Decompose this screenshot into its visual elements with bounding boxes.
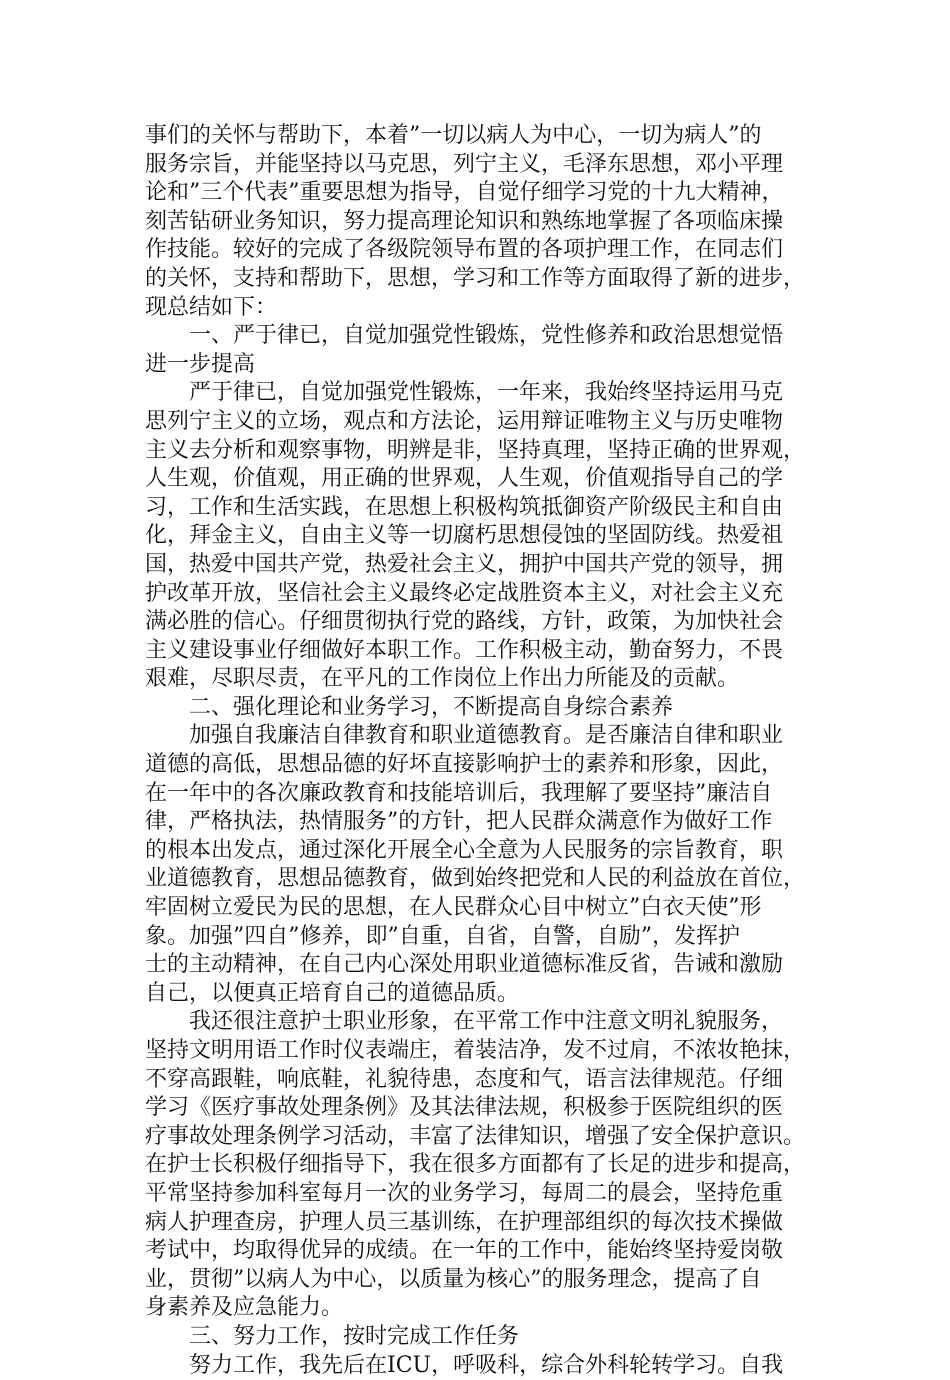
text-line: 艰难，尽职尽责，在平凡的工作岗位上作出力所能及的贡献。 — [145, 666, 740, 692]
text-line: 坚持文明用语工作时仪表端庄，着装洁净，发不过肩，不浓妆艳抹， — [145, 1038, 806, 1063]
text-line: 作技能。较好的完成了各级院领导布置的各项护理工作，在同志们 — [145, 237, 784, 263]
text-line: 主义建设事业仔细做好本职工作。工作积极主动，勤奋努力，不畏 — [145, 637, 784, 663]
text-line: 平常坚持参加科室每月一次的业务学习，每周二的晨会，坚持危重 — [145, 1180, 784, 1206]
text-line: 努力工作，我先后在ICU，呼吸科，综合外科轮转学习。自我 — [189, 1352, 784, 1378]
text-line: 化，拜金主义，自由主义等一切腐朽思想侵蚀的坚固防线。热爱祖 — [145, 523, 784, 549]
text-line: 三、努力工作，按时完成工作任务 — [189, 1323, 520, 1349]
text-line: 国，热爱中国共产党，热爱社会主义，拥护中国共产党的领导，拥 — [145, 551, 784, 577]
text-line: 的关怀，支持和帮助下，思想，学习和工作等方面取得了新的进步， — [145, 265, 806, 291]
text-line: 牢固树立爱民为民的思想，在人民群众心目中树立”白衣天使”形 — [145, 895, 762, 921]
text-line: 律，严格执法，热情服务”的方针，把人民群众满意作为做好工作 — [145, 809, 773, 835]
text-line: 一、严于律已，自觉加强党性锻炼，党性修养和政治思想觉悟 — [189, 323, 784, 349]
text-line: 病人护理查房，护理人员三基训练，在护理部组织的每次技术操做 — [145, 1209, 784, 1235]
text-line: 人生观，价值观，用正确的世界观，人生观，价值观指导自己的学 — [145, 466, 784, 492]
text-line: 习，工作和生活实践，在思想上积极构筑抵御资产阶级民主和自由 — [145, 494, 784, 520]
text-line: 现总结如下： — [145, 294, 278, 320]
text-line: 严于律已，自觉加强党性锻炼，一年来，我始终坚持运用马克 — [189, 380, 784, 406]
text-line: 在一年中的各次廉政教育和技能培训后，我理解了要坚持”廉洁自 — [145, 780, 773, 806]
text-line: 自己，以便真正培育自己的道德品质。 — [145, 980, 520, 1006]
text-line: 服务宗旨，并能坚持以马克思，列宁主义，毛泽东思想，邓小平理 — [145, 151, 784, 177]
text-line: 身素养及应急能力。 — [145, 1295, 344, 1321]
text-line: 护改革开放，坚信社会主义最终必定战胜资本主义，对社会主义充 — [145, 580, 784, 606]
text-line: 刻苦钻研业务知识，努力提高理论知识和熟练地掌握了各项临床操 — [145, 208, 784, 234]
text-line: 道德的高低，思想品德的好坏直接影响护士的素养和形象，因此， — [145, 752, 784, 778]
text-line: 士的主动精神，在自己内心深处用职业道德标准反省，告诫和激励 — [145, 952, 784, 978]
text-line: 业，贯彻”以病人为中心，以质量为核心”的服务理念，提高了自 — [145, 1266, 762, 1292]
text-line: 事们的关怀与帮助下，本着”一切以病人为中心，一切为病人”的 — [145, 123, 762, 148]
text-line: 主义去分析和观察事物，明辨是非，坚持真理，坚持正确的世界观， — [145, 437, 806, 463]
text-line: 进一步提高 — [145, 351, 256, 377]
text-line: 加强自我廉洁自律教育和职业道德教育。是否廉洁自律和职业 — [189, 723, 784, 749]
text-line: 业道德教育，思想品德教育，做到始终把党和人民的利益放在首位， — [145, 866, 806, 892]
text-line: 疗事故处理条例学习活动，丰富了法律知识，增强了安全保护意识。 — [145, 1123, 806, 1149]
text-line: 在护士长积极仔细指导下，我在很多方面都有了长足的进步和提高， — [145, 1152, 806, 1178]
text-line: 象。加强”四自”修养，即”自重，自省，自警，自励”，发挥护 — [145, 923, 740, 949]
text-line: 考试中，均取得优异的成绩。在一年的工作中，能始终坚持爱岗敬 — [145, 1238, 784, 1264]
text-line: 学习《医疗事故处理条例》及其法律法规，积极参于医院组织的医 — [145, 1095, 784, 1121]
text-line: 的根本出发点，通过深化开展全心全意为人民服务的宗旨教育，职 — [145, 837, 784, 863]
document-body — [145, 122, 815, 1380]
text-line: 思列宁主义的立场，观点和方法论，运用辩证唯物主义与历史唯物 — [145, 408, 784, 434]
text-line: 不穿高跟鞋，响底鞋，礼貌待患，态度和气，语言法律规范。仔细 — [145, 1066, 784, 1092]
text-line: 我还很注意护士职业形象，在平常工作中注意文明礼貌服务， — [189, 1009, 784, 1035]
text-line: 论和”三个代表”重要思想为指导，自觉仔细学习党的十九大精神， — [145, 180, 784, 206]
text-line: 满必胜的信心。仔细贯彻执行党的路线，方针，政策，为加快社会 — [145, 609, 784, 635]
text-line: 二、强化理论和业务学习，不断提高自身综合素养 — [189, 694, 674, 720]
